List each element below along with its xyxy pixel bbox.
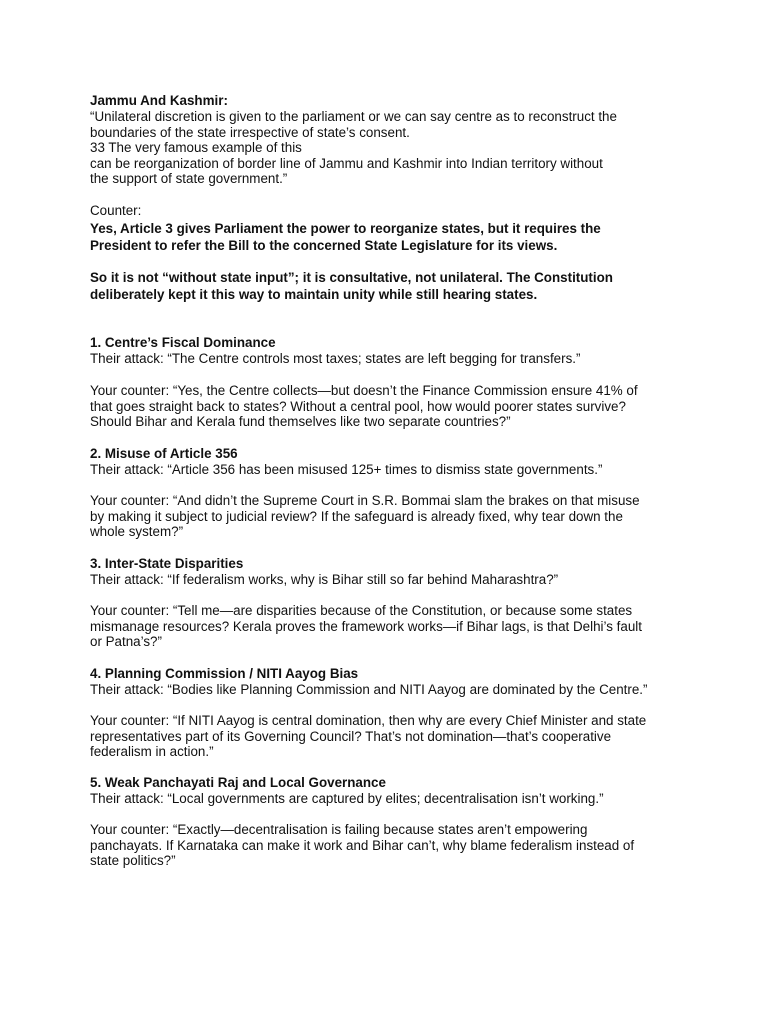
section-5-counter — [90, 822, 690, 869]
section-title: 4. Planning Commission / NITI Aayog Bias — [90, 666, 359, 681]
counter-label-text: Counter: — [90, 203, 142, 218]
section-counter-line: federalism in action.” — [90, 744, 214, 760]
section-counter-line: Your counter: “Tell me—are disparities because of the Constitution, or because some states — [90, 603, 633, 618]
section-attack: Their attack: “The Centre controls most taxes; states are left begging for transfers.” — [90, 350, 581, 366]
section-counter-line: whole system?” — [90, 524, 184, 540]
section-attack: Their attack: “Bodies like Planning Commission and NITI Aayog are dominated by the Centre.” — [90, 681, 648, 697]
jk-quote-line: the support of state government.” — [90, 171, 288, 187]
section-attack: Their attack: “If federalism works, why is Bihar still so far behind Maharashtra?” — [90, 571, 559, 587]
section-counter-line: Your counter: “Exactly—decentralisation is failing because states aren’t empowering — [90, 822, 588, 837]
section-counter-line: state politics?” — [90, 853, 176, 869]
section-1-counter — [90, 383, 690, 430]
section-counter-line: representatives part of its Governing Council? That’s not domination—that’s cooperative — [90, 728, 612, 744]
section-counter-line: by making it subject to judicial review? If the safeguard is already fixed, why tear down the — [90, 508, 623, 524]
section-counter-line: Should Bihar and Kerala fund themselves like two separate countries?” — [90, 414, 511, 430]
section-4-counter — [90, 713, 690, 760]
jk-quote-line: boundaries of the state irrespective of state’s consent. — [90, 124, 410, 140]
section-counter-line: panchayats. If Karnataka can make it work and Bihar can’t, why blame federalism instead of — [90, 837, 635, 853]
section-3-counter — [90, 603, 690, 650]
counter-bold-line: deliberately kept it this way to maintain unity while still hearing states. — [90, 287, 538, 302]
section-counter-line: Your counter: “If NITI Aayog is central domination, then why are every Chief Minister and state — [90, 713, 647, 728]
section-counter-line: Your counter: “Yes, the Centre collects—but doesn’t the Finance Commission ensure 41% of — [90, 383, 638, 398]
section-counter-line: mismanage resources? Kerala proves the framework works—if Bihar lags, is that Delhi’s fault — [90, 618, 642, 634]
section-counter-line: Your counter: “And didn’t the Supreme Court in S.R. Bommai slam the brakes on that misuse — [90, 493, 640, 508]
section-1 — [90, 335, 690, 366]
jk-quote-line: 33 The very famous example of this — [90, 140, 302, 156]
section-counter-line: that goes straight back to states? Without a central pool, how would poorer states survive? — [90, 398, 626, 414]
counter-bold-line: So it is not “without state input”; it is consultative, not unilateral. The Constitution — [90, 270, 613, 285]
counter-label — [90, 203, 690, 219]
counter-bold-line: President to refer the Bill to the concerned State Legislature for its views. — [90, 238, 558, 253]
section-title: 3. Inter-State Disparities — [90, 556, 244, 571]
section-title: 1. Centre’s Fiscal Dominance — [90, 335, 276, 350]
counter-bold-line: Yes, Article 3 gives Parliament the power to reorganize states, but it requires the — [90, 221, 601, 236]
jk-heading — [90, 93, 690, 109]
section-5 — [90, 775, 690, 806]
counter-bold-paragraph-2 — [90, 269, 690, 303]
section-attack: Their attack: “Local governments are captured by elites; decentralisation isn’t working.” — [90, 790, 604, 806]
section-4 — [90, 666, 690, 697]
jk-heading-text: Jammu And Kashmir: — [90, 93, 228, 108]
section-counter-line: or Patna’s?” — [90, 634, 162, 650]
jk-quote-line: can be reorganization of border line of Jammu and Kashmir into Indian territory without — [90, 155, 603, 171]
section-title: 5. Weak Panchayati Raj and Local Governance — [90, 775, 386, 790]
jk-quote — [90, 109, 690, 187]
counter-bold-paragraph-1 — [90, 220, 690, 254]
jk-quote-line: “Unilateral discretion is given to the parliament or we can say centre as to reconstruct the — [90, 109, 617, 124]
section-2 — [90, 446, 690, 477]
section-3 — [90, 556, 690, 587]
section-title: 2. Misuse of Article 356 — [90, 446, 238, 461]
section-attack: Their attack: “Article 356 has been misused 125+ times to dismiss state governments.” — [90, 461, 603, 477]
section-2-counter — [90, 493, 690, 540]
